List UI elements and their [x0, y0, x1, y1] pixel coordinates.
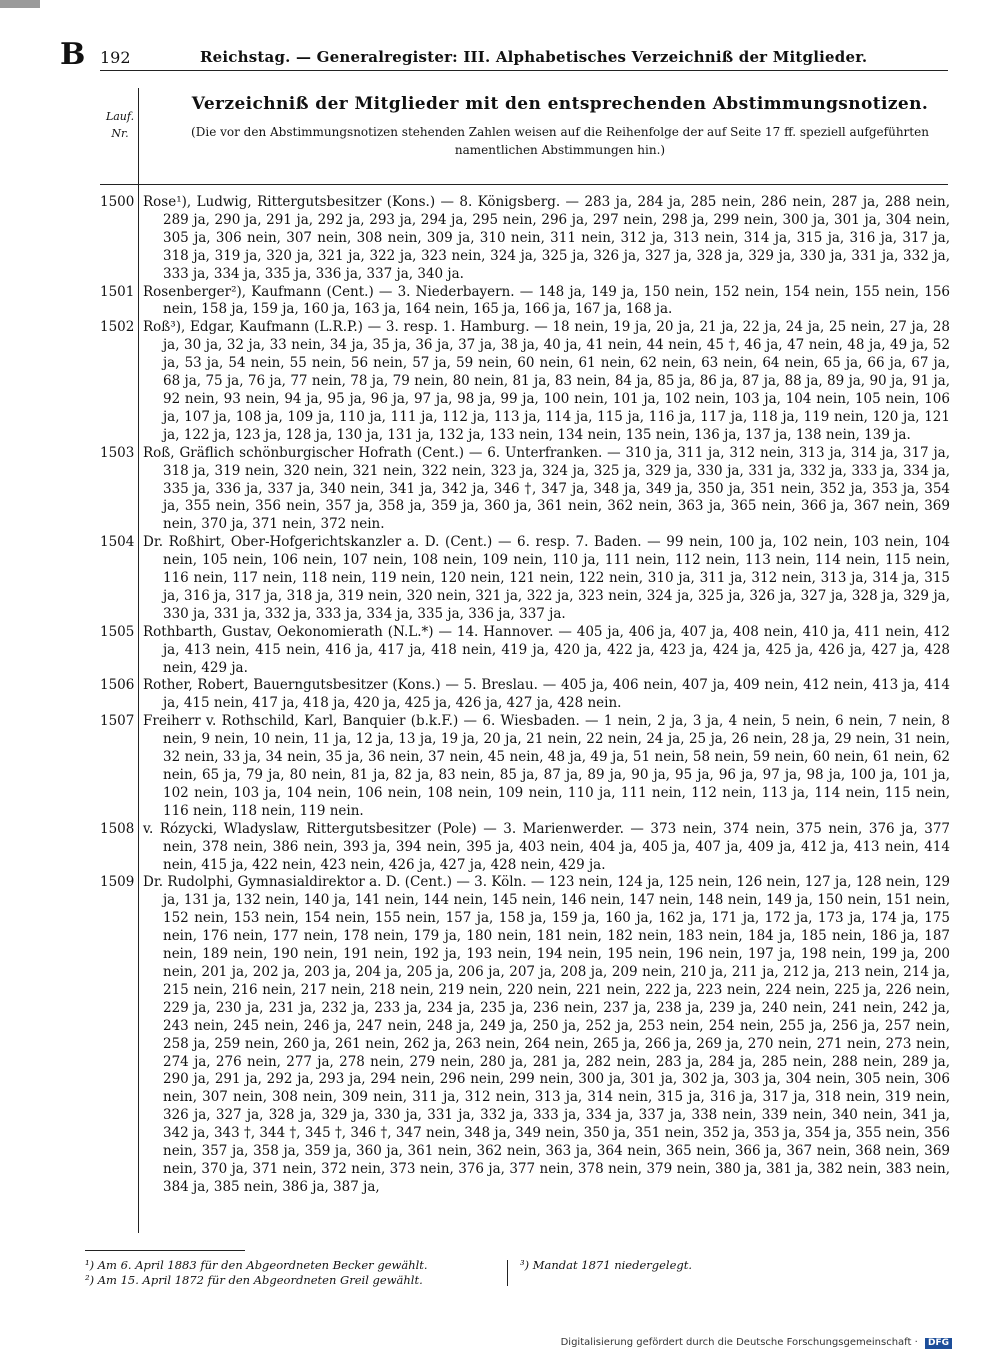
- scan-edge-mark: [0, 0, 40, 8]
- entry-text: Rother, Robert, Bauerngutsbesitzer (Kons.) — 5. Breslau. — 405 ja, 406 nein, 407 ja, 409 nein, 412 nein, 413 ja, 414 ja, 415 nein, 417 ja, 418 ja, 420 ja, 425 ja, 426 ja, 427 ja, 428 nein.: [143, 677, 950, 712]
- entry-number: 1506: [100, 677, 135, 694]
- entry-number: 1502: [100, 319, 135, 336]
- entry-text: Rose¹), Ludwig, Rittergutsbesitzer (Kons.) — 8. Königsberg. — 283 ja, 284 ja, 285 nein, 286 nein, 287 ja, 288 nein, 289 ja, 290 ja, 291 ja, 292 ja, 293 ja, 294 ja, 295 nein, 296 ja, 297 nein, 298 ja, 299 nein, 300 ja, 301 ja, 304 nein, 305 ja, 306 nein, 307 nein, 308 nein, 309 ja, 310 nein, 311 nein, 312 ja, 313 nein, 314 ja, 315 ja, 316 ja, 317 ja, 318 ja, 319 ja, 320 ja, 321 ja, 322 ja, 323 nein, 324 ja, 325 ja, 326 ja, 327 ja, 328 ja, 329 ja, 330 ja, 331 ja, 332 ja, 333 ja, 334 ja, 335 ja, 336 ja, 337 ja, 340 ja.: [143, 194, 950, 282]
- header-rule: [100, 70, 948, 71]
- member-entry: [100, 677, 950, 713]
- footnote-1: ¹) Am 6. April 1883 für den Abgeordneten Becker gewählt.: [85, 1258, 428, 1272]
- member-entry: [100, 445, 950, 535]
- section-title: Verzeichniß der Mitglieder mit den entsprechenden Abstimmungsnotizen.: [191, 94, 929, 114]
- entry-number: 1501: [100, 283, 135, 300]
- member-entry: [100, 713, 950, 820]
- entry-text: Rothbarth, Gustav, Oekonomierath (N.L.*) — 14. Hannover. — 405 ja, 406 ja, 407 ja, 408 nein, 410 ja, 411 nein, 412 ja, 413 nein, 415 nein, 416 ja, 417 ja, 418 nein, 419 ja, 420 ja, 422 ja, 423 ja, 424 ja, 425 ja, 426 ja, 427 ja, 428 nein, 429 ja.: [143, 623, 950, 676]
- register-mark: B: [60, 37, 86, 72]
- entry-number: 1508: [100, 820, 135, 837]
- footnotes-left: [85, 1258, 505, 1288]
- running-title: Reichstag. — Generalregister: III. Alphabetisches Verzeichniß der Mitglieder.: [200, 48, 868, 66]
- page-number: 192: [100, 48, 131, 67]
- entry-text: Roß, Gräflich schönburgischer Hofrath (Cent.) — 6. Unterfranken. — 310 ja, 311 ja, 312 nein, 313 ja, 314 ja, 317 ja, 318 ja, 319 nein, 320 nein, 321 nein, 322 nein, 323 ja, 324 ja, 325 ja, 329 ja, 330 ja, 331 ja, 332 ja, 333 ja, 334 ja, 335 ja, 336 ja, 337 ja, 340 nein, 341 ja, 342 ja, 346 †, 347 ja, 348 ja, 349 ja, 350 ja, 351 nein, 352 ja, 353 ja, 354 ja, 355 nein, 356 nein, 357 ja, 358 ja, 359 ja, 360 ja, 361 nein, 362 nein, 363 ja, 365 nein, 366 ja, 367 nein, 369 nein, 370 ja, 371 nein, 372 nein.: [143, 444, 950, 533]
- column-header: [100, 108, 140, 142]
- digitization-text: Digitalisierung gefördert durch die Deutsche Forschungsgemeinschaft ·: [560, 1337, 918, 1348]
- column-header-line1: Lauf.: [105, 110, 135, 123]
- digitization-credit: [561, 1337, 952, 1349]
- entry-text: Freiherr v. Rothschild, Karl, Banquier (b.k.F.) — 6. Wiesbaden. — 1 nein, 2 ja, 3 ja, 4 nein, 5 nein, 6 nein, 7 nein, 8 nein, 9 nein, 10 nein, 11 ja, 12 ja, 13 ja, 19 ja, 20 ja, 21 nein, 22 nein, 24 ja, 25 ja, 26 nein, 28 ja, 29 nein, 31 nein, 32 nein, 33 ja, 34 nein, 35 ja, 36 nein, 37 nein, 45 nein, 48 ja, 49 ja, 51 nein, 58 nein, 59 nein, 60 nein, 61 nein, 62 nein, 65 ja, 79 ja, 80 nein, 81 ja, 82 ja, 83 nein, 85 ja, 87 ja, 89 ja, 90 ja, 95 ja, 96 ja, 97 ja, 98 ja, 100 ja, 101 ja, 102 nein, 103 ja, 104 nein, 106 nein, 108 nein, 109 nein, 110 ja, 111 nein, 112 nein, 113 ja, 114 nein, 115 nein, 116 nein, 118 nein, 119 nein.: [143, 713, 950, 819]
- column-header-line2: Nr.: [111, 127, 129, 140]
- member-entry: [100, 284, 950, 320]
- entry-number: 1503: [100, 444, 135, 461]
- entry-text: Dr. Rudolphi, Gymnasialdirektor a. D. (Cent.) — 3. Köln. — 123 nein, 124 ja, 125 nein, 126 nein, 127 ja, 128 nein, 129 ja, 131 ja, 132 nein, 140 ja, 141 nein, 144 nein, 145 nein, 146 nein, 147 nein, 148 nein, 149 ja, 150 nein, 151 nein, 152 nein, 153 nein, 154 nein, 155 nein, 157 ja, 158 ja, 159 ja, 160 ja, 162 ja, 171 ja, 172 ja, 173 ja, 174 ja, 175 nein, 176 nein, 177 nein, 178 nein, 179 ja, 180 nein, 181 nein, 182 nein, 183 nein, 184 ja, 185 nein, 186 ja, 187 nein, 189 nein, 190 nein, 191 nein, 192 ja, 193 nein, 194 nein, 195 nein, 196 nein, 197 ja, 198 nein, 199 ja, 200 nein, 201 ja, 202 ja, 203 ja, 204 ja, 205 ja, 206 ja, 207 ja, 208 ja, 209 nein, 210 ja, 211 ja, 212 ja, 213 nein, 214 ja, 215 nein, 216 nein, 217 nein, 218 nein, 219 nein, 220 nein, 221 nein, 222 ja, 223 nein, 224 nein, 225 ja, 226 nein, 229 ja, 230 ja, 231 ja, 232 ja, 233 ja, 234 ja, 235 ja, 236 nein, 237 ja, 238 ja, 239 ja, 240 nein, 241 nein, 242 ja, 243 nein, 245 nein, 246 ja, 247 nein, 248 ja, 249 ja, 250 ja, 252 ja, 253 nein, 254 nein, 255 ja, 256 ja, 257 nein, 258 ja, 259 nein, 260 ja, 261 nein, 262 ja, 263 nein, 264 nein, 265 ja, 266 ja, 269 ja, 270 nein, 271 nein, 273 nein, 274 ja, 276 nein, 277 ja, 278 nein, 279 nein, 280 ja, 281 ja, 282 nein, 283 ja, 284 ja, 285 nein, 288 nein, 289 ja, 290 ja, 291 ja, 292 ja, 293 ja, 294 nein, 296 nein, 299 nein, 300 ja, 301 ja, 302 ja, 303 ja, 304 nein, 305 nein, 306 nein, 307 nein, 308 nein, 309 nein, 311 ja, 312 nein, 313 ja, 314 nein, 315 ja, 316 ja, 317 ja, 318 nein, 319 nein, 326 ja, 327 ja, 328 ja, 329 ja, 330 ja, 331 ja, 332 ja, 333 ja, 334 ja, 337 ja, 338 nein, 339 nein, 340 nein, 341 ja, 342 ja, 343 †, 344 †, 345 †, 346 †, 347 nein, 348 ja, 349 nein, 350 ja, 351 nein, 352 ja, 353 ja, 354 ja, 355 nein, 356 nein, 357 ja, 358 ja, 359 ja, 360 ja, 361 nein, 362 nein, 363 ja, 364 nein, 365 nein, 366 ja, 367 nein, 368 nein, 369 nein, 370 ja, 371 nein, 372 nein, 373 nein, 376 ja, 377 nein, 378 nein, 379 nein, 380 ja, 381 ja, 382 nein, 383 nein, 384 ja, 385 nein, 386 ja, 387 ja,: [143, 874, 950, 1195]
- member-entry: [100, 874, 950, 1196]
- entry-text: Roß³), Edgar, Kaufmann (L.R.P.) — 3. resp. 1. Hamburg. — 18 nein, 19 ja, 20 ja, 21 ja, 22 ja, 24 ja, 25 nein, 27 ja, 28 ja, 30 ja, 32 ja, 33 nein, 34 ja, 35 ja, 36 ja, 37 ja, 38 ja, 40 ja, 41 nein, 44 nein, 45 †, 46 ja, 47 nein, 48 ja, 49 ja, 52 ja, 53 ja, 54 nein, 55 nein, 56 nein, 57 ja, 59 nein, 60 nein, 61 nein, 62 nein, 63 nein, 64 nein, 65 ja, 66 ja, 67 ja, 68 ja, 75 ja, 76 ja, 77 nein, 78 ja, 79 nein, 80 nein, 81 ja, 83 nein, 84 ja, 85 ja, 86 ja, 87 ja, 88 ja, 89 ja, 90 ja, 91 ja, 92 nein, 93 nein, 94 ja, 95 ja, 96 ja, 97 ja, 98 ja, 99 ja, 100 nein, 101 ja, 102 nein, 103 ja, 104 nein, 105 nein, 106 ja, 107 ja, 108 ja, 109 ja, 110 ja, 111 ja, 112 ja, 113 ja, 114 ja, 115 ja, 116 ja, 117 ja, 118 ja, 119 nein, 120 ja, 121 ja, 122 ja, 123 ja, 128 ja, 130 ja, 131 ja, 132 ja, 133 nein, 134 nein, 135 nein, 136 ja, 137 ja, 138 nein, 139 ja.: [143, 319, 950, 443]
- entry-number: 1509: [100, 874, 135, 891]
- entry-text: Dr. Roßhirt, Ober-Hofgerichtskanzler a. D. (Cent.) — 6. resp. 7. Baden. — 99 nein, 100 ja, 102 nein, 103 nein, 104 nein, 105 nein, 106 nein, 107 nein, 108 nein, 109 nein, 110 ja, 111 nein, 112 nein, 113 nein, 114 nein, 115 nein, 116 nein, 117 nein, 118 nein, 119 nein, 120 nein, 121 nein, 122 nein, 310 ja, 311 ja, 312 nein, 313 ja, 314 ja, 315 ja, 316 ja, 317 ja, 318 ja, 319 nein, 320 nein, 321 ja, 322 ja, 323 nein, 324 ja, 325 ja, 326 ja, 327 ja, 328 ja, 329 ja, 330 ja, 331 ja, 332 ja, 333 ja, 334 ja, 335 ja, 336 ja, 337 ja.: [143, 534, 950, 622]
- member-entry: [100, 624, 950, 678]
- member-entry: [100, 194, 950, 284]
- page-header: [60, 37, 950, 72]
- footnote-3: ³) Mandat 1871 niedergelegt.: [520, 1258, 693, 1272]
- entry-number: 1507: [100, 713, 135, 730]
- entry-number: 1505: [100, 623, 135, 640]
- entry-text: Rosenberger²), Kaufmann (Cent.) — 3. Niederbayern. — 148 ja, 149 ja, 150 nein, 152 nein, 154 nein, 155 nein, 156 nein, 158 ja, 159 ja, 160 ja, 163 ja, 164 nein, 165 ja, 166 ja, 167 ja, 168 ja.: [143, 283, 950, 318]
- member-list: [100, 194, 950, 1197]
- footnote-2: ²) Am 15. April 1872 für den Abgeordneten Greil gewählt.: [85, 1273, 423, 1287]
- entry-number: 1500: [100, 194, 135, 210]
- member-entry: [100, 534, 950, 624]
- footnote-rule: [85, 1250, 245, 1251]
- member-entry: [100, 821, 950, 875]
- dfg-logo: DFG: [925, 1338, 952, 1349]
- entry-text: v. Rózycki, Wladyslaw, Rittergutsbesitzer (Pole) — 3. Marienwerder. — 373 nein, 374 nein, 375 nein, 376 ja, 377 nein, 378 nein, 386 nein, 393 ja, 394 nein, 395 ja, 403 nein, 404 ja, 405 ja, 407 ja, 409 ja, 412 ja, 413 nein, 414 nein, 415 ja, 422 nein, 423 nein, 426 ja, 427 ja, 428 nein, 429 ja.: [143, 820, 950, 873]
- section-subtitle: (Die vor den Abstimmungsnotizen stehenden Zahlen weisen auf die Reihenfolge der auf Seite 17 ff. speziell aufgeführten namentlichen Abstimmungen hin.): [191, 125, 929, 157]
- footnote-divider: [507, 1260, 508, 1286]
- entry-number: 1504: [100, 534, 135, 551]
- member-entry: [100, 319, 950, 444]
- title-rule: [100, 184, 948, 185]
